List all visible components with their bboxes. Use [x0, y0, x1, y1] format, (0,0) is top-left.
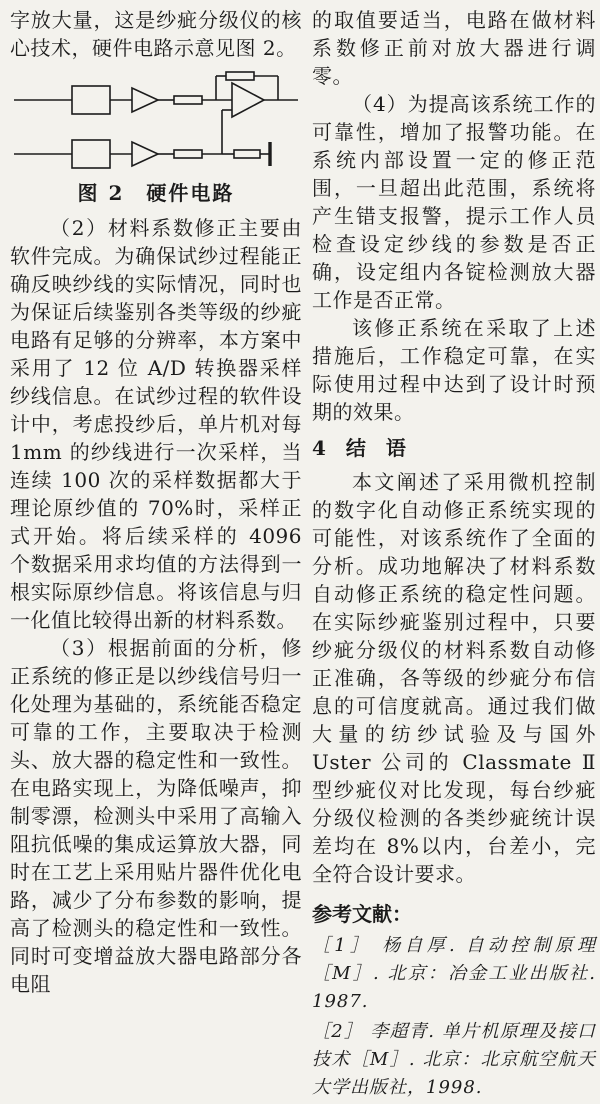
buffer-amp-bottom-icon	[132, 142, 158, 166]
figure-2-caption: 图 2 硬件电路	[77, 181, 235, 205]
figure-2-block	[10, 70, 302, 206]
op-amp-icon	[232, 83, 264, 117]
sensor-box-bottom	[72, 140, 110, 168]
paragraph-material-coefficient: （2）材料系数修正主要由软件完成。为确保试纱过程能正确反映纱线的实际情况，同时也为保证后续鉴别各类等级的纱疵电路有足够的分辨率，本方案中采用了 12 位 A/D 转换器采样纱线信息。在试纱过程的软件设计中，考虑投纱后，单片机对每 1mm 的纱线进行一次采样，当连续 100 次的采样数据都大于理论原纱值的 70%时，采样正式开始。将后续采样的 4096 个数据采用求均值的方法得到一根实际原纱信息。将该信息与归一化值比较得出新的材料系数。	[10, 216, 302, 632]
right-column	[312, 6, 596, 1104]
resistor-bottom	[174, 150, 202, 158]
reference-item-1: ［1］ 杨自厚. 自动控制原理［M］. 北京：冶金工业出版社. 1987.	[312, 935, 596, 1012]
paragraph-system-reliability: 该修正系统在采取了上述措施后，工作稳定可靠，在实际使用过程中达到了设计时预期的效果。	[312, 316, 596, 424]
resistor-to-ground	[234, 150, 260, 158]
section-heading-conclusion: 4 结 语	[312, 436, 406, 460]
paragraph-alarm-function: （4）为提高该系统工作的可靠性，增加了报警功能。在系统内部设置一定的修正范围，一旦超出此范围，系统将产生错支报警，提示工作人员检查设定纱线的参数是否正确，设定组内各锭检测放大器工作是否正常。	[312, 92, 596, 312]
sensor-box-top	[72, 86, 110, 114]
intro-paragraph: 字放大量，这是纱疵分级仪的核心技术，硬件电路示意见图 2。	[10, 8, 302, 60]
references-list	[312, 932, 596, 1102]
hardware-circuit-diagram	[12, 70, 300, 176]
reference-item-2: ［2］ 李超青. 单片机原理及接口技术［M］. 北京：北京航空航天大学出版社，1998.	[312, 1021, 596, 1098]
paragraph-zeroing: 的取值要适当，电路在做材料系数修正前对放大器进行调零。	[312, 8, 596, 88]
references-heading: 参考文献：	[312, 902, 412, 926]
paragraph-conclusion: 本文阐述了采用微机控制的数字化自动修正系统实现的可能性，对该系统作了全面的分析。成功地解决了材料系数自动修正系统的稳定性问题。在实际纱疵鉴别过程中，只要纱疵分级仪的材料系数自动修正准确，各等级的纱疵分布信息的可信度就高。通过我们做大量的纺纱试验及与国外 Uster 公司的 Classmate Ⅱ 型纱疵仪对比发现，每台纱疵分级仪检测的各类纱疵统计误差均在 8%以内，台差小，完全符合设计要求。	[312, 470, 596, 886]
feedback-resistor	[226, 72, 254, 80]
resistor-top	[174, 96, 202, 104]
left-column	[10, 6, 302, 998]
paragraph-analysis: （3）根据前面的分析，修正系统的修正是以纱线信号归一化处理为基础的，系统能否稳定可靠的工作，主要取决于检测头、放大器的稳定性和一致性。在电路实现上，为降低噪声，抑制零漂，检测头中采用了高输入阻抗低噪的集成运算放大器，同时在工艺上采用贴片器件优化电路，减少了分布参数的影响，提高了检测头的稳定性和一致性。同时可变增益放大器电路部分各电阻	[10, 636, 302, 996]
buffer-amp-top-icon	[132, 88, 158, 112]
